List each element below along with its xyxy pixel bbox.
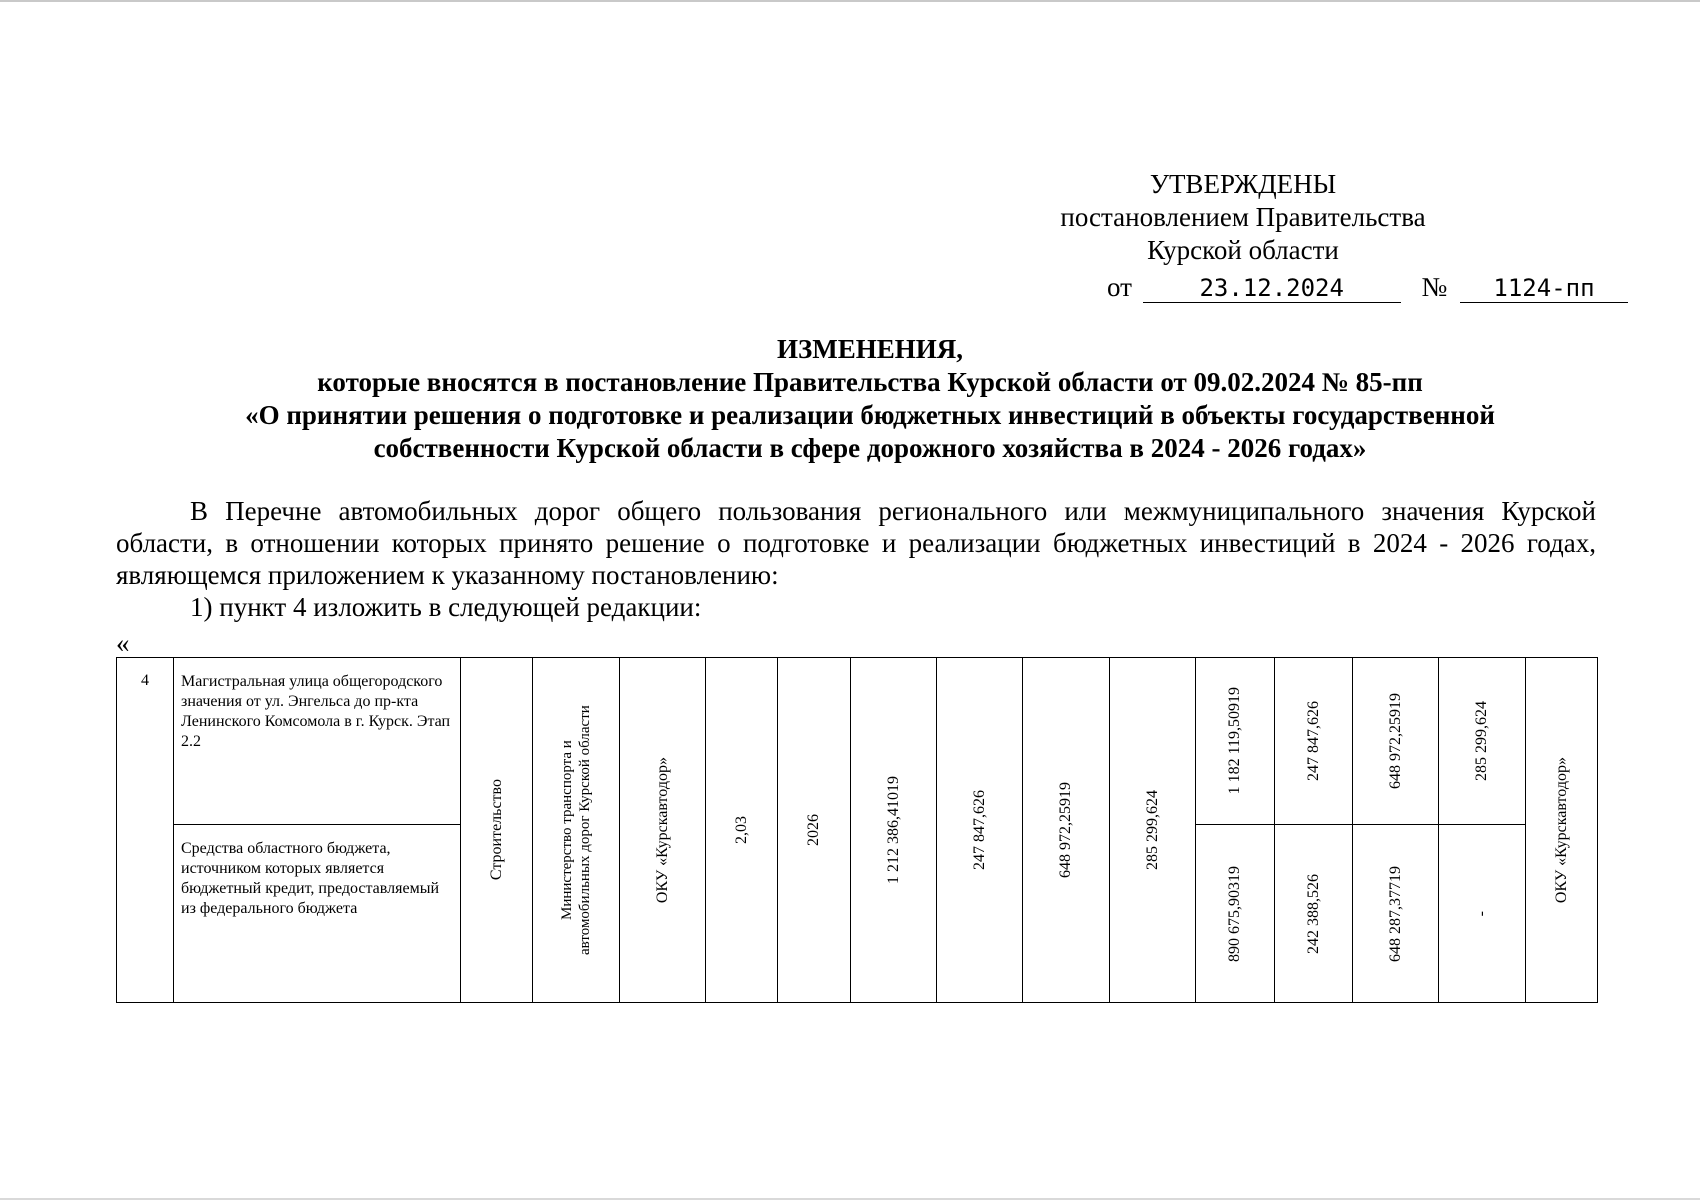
- ministry-cell: [533, 658, 620, 1003]
- number-prefix: №: [1421, 272, 1448, 302]
- top-2026-cell: [1439, 658, 1526, 825]
- investment-table: [116, 657, 1598, 1003]
- customer: ОКУ «Курскавтодор»: [653, 756, 671, 904]
- ministry: Министерство транспорта и автомобильных дорог Курской области: [559, 705, 593, 955]
- row-index: 4: [117, 658, 174, 1003]
- body-paragraph: В Перечне автомобильных дорог общего пользования регионального или межмуниципального значения Курской области, в отношении которых принято решение о подготовке и реализации бюджетных инвестиций в 2024 - 2026 годах, являющемся приложением к указанному постановлению:: [116, 496, 1596, 590]
- length: 2,03: [732, 816, 750, 844]
- approval-authority: постановлением Правительства: [1060, 202, 1426, 232]
- developer-cell: [1526, 658, 1598, 1003]
- bottom-2025: 648 287,37719: [1386, 865, 1404, 962]
- table-row: [117, 658, 1598, 825]
- approval-date-row: [1107, 272, 1628, 303]
- bottom-2024-cell: [1275, 825, 1353, 1003]
- cost-2025-cell: [1023, 658, 1110, 1003]
- top-2026: 285 299,624: [1473, 701, 1490, 781]
- top-2025: 648 972,25919: [1386, 693, 1404, 789]
- cost-2024-cell: [937, 658, 1023, 1003]
- total-cost: 1 212 386,41019: [884, 776, 902, 884]
- customer-cell: [620, 658, 706, 1003]
- length-cell: [706, 658, 778, 1003]
- cost-2025: 648 972,25919: [1057, 782, 1074, 878]
- title-line-1: ИЗМЕНЕНИЯ,: [776, 334, 963, 364]
- approval-stamp: [1033, 168, 1453, 267]
- top-2025-cell: [1353, 658, 1439, 825]
- funding-note: Средства областного бюджета, источником которых является бюджетный кредит, предоставляемый из федерального бюджета: [174, 825, 461, 1003]
- year: 2026: [805, 814, 822, 846]
- body-item: 1) пункт 4 изложить в следующей редакции:: [190, 592, 702, 622]
- top-2024: 247 847,626: [1304, 701, 1322, 781]
- title-line-3: «О принятии решения о подготовке и реализации бюджетных инвестиций в объекты государственной: [245, 400, 1495, 430]
- bottom-2025-cell: [1353, 825, 1439, 1003]
- approval-region: Курской области: [1147, 235, 1339, 265]
- cost-2026-cell: [1110, 658, 1196, 1003]
- approval-date: 23.12.2024: [1143, 274, 1401, 303]
- document-title: [130, 333, 1610, 465]
- cost-2026: 285 299,624: [1143, 790, 1161, 870]
- work-type-cell: [461, 658, 533, 1003]
- bottom-2026-cell: [1439, 825, 1526, 1003]
- top-total-cell: [1196, 658, 1275, 825]
- top-2024-cell: [1275, 658, 1353, 825]
- approval-number: 1124-пп: [1460, 274, 1628, 303]
- bottom-2024: 242 388,526: [1304, 873, 1322, 954]
- total-cost-cell: [851, 658, 937, 1003]
- object-name: Магистральная улица общегородского значения от ул. Энгельса до пр-кта Ленинского Комсомола в г. Курск. Этап 2.2: [174, 658, 461, 825]
- bottom-total-cell: [1196, 825, 1275, 1003]
- bottom-total: 890 675,90319: [1226, 865, 1243, 962]
- developer: ОКУ «Курскавтодор»: [1552, 756, 1570, 904]
- work-type: Строительство: [487, 779, 505, 881]
- body-text: [116, 495, 1596, 623]
- title-line-4: собственности Курской области в сфере дорожного хозяйства в 2024 - 2026 годах»: [373, 433, 1367, 463]
- title-line-2: которые вносятся в постановление Правительства Курской области от 09.02.2024 № 85-пп: [317, 367, 1423, 397]
- date-prefix: от: [1107, 272, 1132, 302]
- year-cell: [778, 658, 851, 1003]
- opening-quote: «: [116, 628, 130, 658]
- approval-heading: УТВЕРЖДЕНЫ: [1149, 169, 1337, 199]
- cost-2024: 247 847,626: [970, 790, 988, 870]
- bottom-2026: -: [1473, 910, 1490, 917]
- top-total: 1 182 119,50919: [1226, 687, 1243, 795]
